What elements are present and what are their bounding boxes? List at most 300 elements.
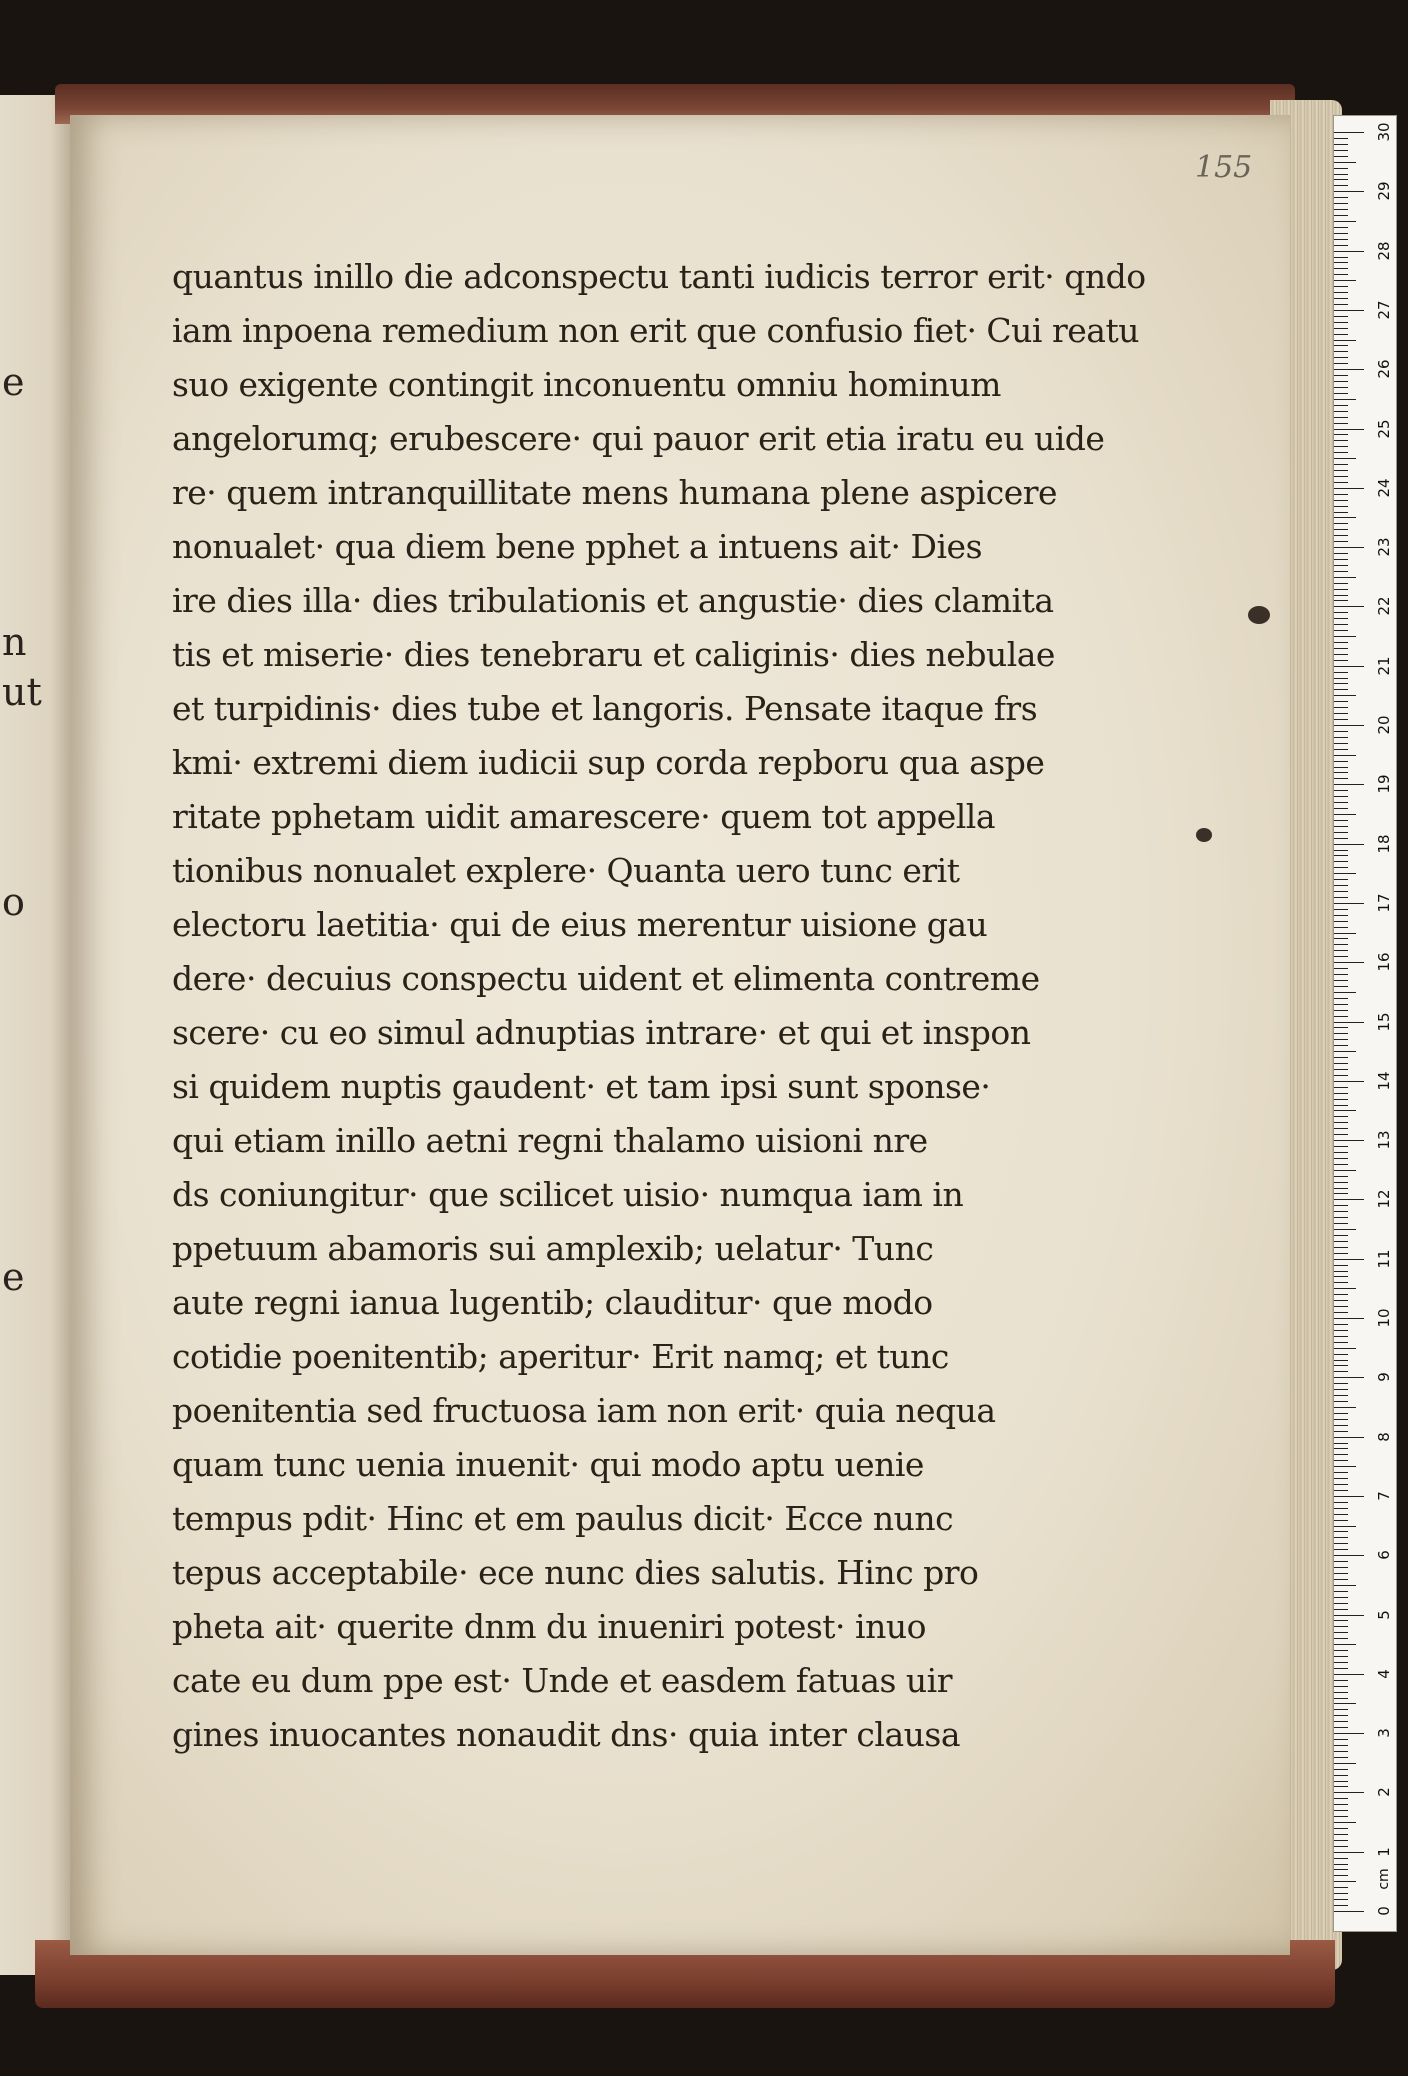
ruler-tick [1334,565,1348,566]
ruler-tick [1334,1330,1348,1331]
ruler-tick [1334,1692,1348,1693]
ruler-tick [1334,1122,1348,1123]
ruler-number: 14 [1375,1071,1393,1091]
ruler-tick [1334,1377,1364,1378]
text-line: angelorumq; erubescere· qui pauor erit etia iratu eu uide [172,419,1105,458]
ruler-tick [1334,292,1348,293]
text-line: tis et miserie· dies tenebraru et caliginis· dies nebulae [172,635,1055,674]
text-line: re· quem intranquillitate mens humana plene aspicere [172,473,1058,512]
ruler-tick [1334,1045,1348,1046]
ruler-tick [1334,1069,1348,1070]
ruler-tick [1334,1727,1348,1728]
ruler-tick [1334,1010,1348,1011]
ruler-tick [1334,150,1348,151]
ruler-tick [1334,351,1348,352]
ruler-tick [1334,553,1348,554]
ruler-tick [1334,1828,1348,1829]
ruler-tick [1334,571,1348,572]
ruler-tick [1334,1869,1348,1870]
ruler-tick [1334,1081,1364,1082]
ruler-number: 25 [1375,418,1393,439]
text-line: aute regni ianua lugentib; clauditur· que modo [172,1283,933,1322]
ruler-tick [1334,577,1356,578]
ruler-tick [1334,998,1348,999]
left-page-fragment: e [2,1255,25,1299]
ruler-tick [1334,1745,1348,1746]
ruler-number: 18 [1375,834,1393,854]
ruler-tick [1334,1561,1348,1562]
ruler-tick [1334,1176,1348,1177]
ruler-tick [1334,1146,1348,1147]
ruler-tick [1334,713,1348,714]
ruler-tick [1334,429,1364,430]
ruler-tick [1334,897,1348,898]
ruler-tick [1334,1715,1348,1716]
ruler-tick [1334,606,1364,607]
ruler-tick [1334,1852,1364,1853]
ruler-tick [1334,529,1348,530]
text-line: kmi· extremi diem iudicii sup corda repboru qua aspe [172,743,1045,782]
ruler-tick [1334,387,1348,388]
ruler-tick [1334,873,1356,874]
ruler-number: 22 [1375,596,1393,616]
left-page-fragment: ut [2,670,42,714]
ruler-tick [1334,452,1348,453]
ruler-tick [1334,316,1348,317]
ruler-tick [1334,1508,1348,1509]
ruler-tick [1334,156,1348,157]
ruler-tick [1334,500,1348,501]
ruler-tick [1334,950,1348,951]
ruler-number: 16 [1375,952,1393,972]
text-line: cate eu dum ppe est· Unde et easdem fatuas uir [172,1661,952,1700]
ruler-tick [1334,1496,1364,1497]
ruler-number: 27 [1375,300,1393,320]
ruler-tick [1334,1425,1348,1426]
ruler-tick [1334,761,1348,762]
ruler-tick [1334,1419,1348,1420]
ruler-tick [1334,832,1348,833]
left-page-fragment: o [2,880,25,924]
ruler-tick [1334,1063,1348,1064]
text-line: tepus acceptabile· ece nunc dies salutis. Hinc pro [172,1553,979,1592]
ruler-tick [1334,962,1364,963]
ruler-tick [1334,1804,1348,1805]
ruler-tick [1334,1039,1348,1040]
ruler-tick [1334,144,1348,145]
ruler-tick [1334,1840,1348,1841]
ruler-tick [1334,826,1348,827]
ruler-tick [1334,1514,1348,1515]
ruler-unit-label: cm [1376,1868,1392,1890]
ruler-tick [1334,1454,1348,1455]
ruler-tick [1334,820,1348,821]
ruler-tick [1334,227,1348,228]
ruler-tick [1334,944,1348,945]
ruler-tick [1334,1632,1348,1633]
ruler-number: 6 [1375,1550,1393,1560]
ruler-tick [1334,1276,1348,1277]
ruler-tick [1334,1413,1348,1414]
text-line: quantus inillo die adconspectu tanti iudicis terror erit· qndo [172,257,1146,296]
ruler-tick [1334,209,1348,210]
ruler-number: 8 [1375,1431,1393,1442]
ruler-tick [1334,1644,1356,1645]
ruler-tick [1334,1110,1356,1111]
ruler-tick [1334,547,1364,548]
ruler-tick [1334,506,1348,507]
ruler-tick [1334,938,1348,939]
ruler-tick [1334,357,1348,358]
ruler-tick [1334,239,1348,240]
ruler-tick [1334,482,1348,483]
ruler-tick [1334,927,1348,928]
ruler-tick [1334,1555,1364,1556]
measurement-ruler [1333,115,1397,1932]
text-line: iam inpoena remedium non erit que confusio fiet· Cui reatu [172,311,1139,350]
ruler-tick [1334,363,1348,364]
ruler-number: 3 [1375,1728,1393,1738]
ruler-tick [1334,1205,1348,1206]
ruler-tick [1334,381,1348,382]
ruler-tick [1334,434,1348,435]
ruler-tick [1334,719,1348,720]
ruler-tick [1334,1733,1364,1734]
ruler-tick [1334,595,1348,596]
ruler-tick [1334,215,1348,216]
ruler-tick [1334,1312,1348,1313]
ruler-tick [1334,1543,1348,1544]
ruler-tick [1334,1775,1348,1776]
ruler-tick [1334,1140,1364,1141]
ruler-tick [1334,986,1348,987]
ruler-tick [1334,1686,1348,1687]
ruler-tick [1334,1247,1348,1248]
ruler-tick [1334,274,1348,275]
text-line: pheta ait· querite dnm du inueniri potest· inuo [172,1607,926,1646]
ruler-tick [1334,197,1348,198]
text-line: suo exigente contingit inconuentu omniu hominum [172,365,1001,404]
text-line: ds coniungitur· que scilicet uisio· numqua iam in [172,1175,964,1214]
ruler-tick [1334,1585,1356,1586]
text-line: nonualet· qua diem bene pphet a intuens ait· Dies [172,527,983,566]
left-page-fragment: e [2,360,25,404]
ruler-tick [1334,1158,1348,1159]
ruler-tick [1334,1472,1348,1473]
ruler-tick [1334,1834,1348,1835]
ruler-tick [1334,737,1348,738]
ruler-tick [1334,885,1348,886]
ruler-tick [1334,168,1348,169]
ruler-tick [1334,1288,1356,1289]
ruler-tick [1334,1615,1364,1616]
ruler-tick [1334,879,1348,880]
ruler-tick [1334,814,1356,815]
ruler-tick [1334,1549,1348,1550]
ruler-number: 24 [1375,478,1393,498]
ruler-tick [1334,1300,1348,1301]
ruler-tick [1334,808,1348,809]
left-page-fragment: n [2,620,27,664]
ruler-tick [1334,1336,1348,1337]
ruler-tick [1334,1407,1356,1408]
parchment-hole [1248,606,1270,624]
ruler-tick [1334,1810,1348,1811]
ruler-tick [1334,1626,1348,1627]
ruler-tick [1334,1703,1356,1704]
ruler-tick [1334,1134,1348,1135]
ruler-tick [1334,1668,1348,1669]
text-line: tionibus nonualet explere· Quanta uero tunc erit [172,851,960,890]
ruler-tick [1334,1662,1348,1663]
ruler-number: 13 [1375,1130,1393,1150]
ruler-tick [1334,1781,1348,1782]
ruler-tick [1334,1816,1348,1817]
ruler-tick [1334,867,1348,868]
ruler-number: 23 [1375,537,1393,557]
ruler-tick [1334,411,1348,412]
ruler-tick [1334,405,1348,406]
ruler-tick [1334,470,1348,471]
ruler-tick [1334,174,1348,175]
ruler-tick [1334,666,1364,667]
ruler-tick [1334,683,1348,684]
ruler-tick [1334,1188,1348,1189]
text-line: gines inuocantes nonaudit dns· quia inter clausa [172,1715,960,1754]
ruler-tick [1334,1211,1348,1212]
ruler-number: 28 [1375,241,1393,261]
text-line: ppetuum abamoris sui amplexib; uelatur· Tunc [172,1229,934,1268]
ruler-tick [1334,1443,1348,1444]
ruler-tick [1334,1526,1356,1527]
ruler-tick [1334,1490,1348,1491]
ruler-tick [1334,304,1348,305]
ruler-tick [1334,1348,1356,1349]
ruler-number: 5 [1375,1609,1393,1620]
ruler-number: 15 [1375,1011,1393,1032]
ruler-tick [1334,1259,1364,1260]
ruler-tick [1334,903,1364,904]
ruler-tick [1334,636,1356,637]
ruler-tick [1334,1502,1348,1503]
ruler-tick [1334,772,1348,773]
ruler-tick [1334,933,1356,934]
ruler-tick [1334,796,1348,797]
ruler-tick [1334,767,1348,768]
ruler-tick [1334,630,1348,631]
ruler-tick [1334,340,1356,341]
ruler-tick [1334,1864,1348,1865]
ruler-tick [1334,755,1356,756]
ruler-tick [1334,1016,1348,1017]
ruler-tick [1334,1786,1348,1787]
ruler-tick [1334,245,1348,246]
ruler-tick [1334,1401,1348,1402]
ruler-tick [1334,1680,1348,1681]
ruler-tick [1334,1899,1348,1900]
ruler-tick [1334,1229,1356,1230]
ruler-number: 11 [1375,1249,1393,1269]
ruler-tick [1334,1798,1348,1799]
ruler-number: 0 [1375,1906,1393,1916]
ruler-tick [1334,1531,1348,1532]
folio-number: 155 [1195,150,1253,185]
text-line: dere· decuius conspectu uident et elimenta contreme [172,959,1040,998]
ruler-tick [1334,1105,1348,1106]
ruler-number: 7 [1375,1491,1393,1501]
ruler-tick [1334,1893,1348,1894]
ruler-tick [1334,1075,1348,1076]
ruler-tick [1334,1193,1348,1194]
ruler-number: 29 [1375,181,1393,201]
ruler-tick [1334,1484,1348,1485]
ruler-tick [1334,1354,1348,1355]
ruler-tick [1334,1342,1348,1343]
ruler-tick [1334,535,1348,536]
ruler-tick [1334,203,1348,204]
ruler-tick [1334,1721,1348,1722]
text-line: tempus pdit· Hinc et em paulus dicit· Ecce nunc [172,1499,954,1538]
ruler-tick [1334,345,1348,346]
ruler-tick [1334,1638,1348,1639]
ruler-number: 20 [1375,715,1393,735]
ruler-tick [1334,1567,1348,1568]
ruler-tick [1334,1656,1348,1657]
ruler-tick [1334,286,1348,287]
manuscript-text-block [172,250,1146,1762]
ruler-tick [1334,992,1356,993]
ruler-tick [1334,660,1348,661]
ruler-tick [1334,790,1348,791]
ruler-tick [1334,440,1348,441]
ruler-tick [1334,458,1356,459]
ruler-tick [1334,1698,1348,1699]
ruler-tick [1334,268,1348,269]
ruler-tick [1334,512,1348,513]
ruler-tick [1334,1057,1348,1058]
ruler-tick [1334,1383,1348,1384]
ruler-tick [1334,1128,1348,1129]
text-line: ritate pphetam uidit amarescere· quem tot appella [172,797,996,836]
ruler-tick [1334,322,1348,323]
ruler-tick [1334,1099,1348,1100]
ruler-tick [1334,1004,1348,1005]
ruler-tick [1334,1448,1348,1449]
ruler-tick [1334,618,1348,619]
ruler-tick [1334,251,1364,252]
ruler-tick [1334,968,1348,969]
ruler-tick [1334,648,1348,649]
ruler-tick [1334,725,1364,726]
text-line: et turpidinis· dies tube et langoris. Pensate itaque frs [172,689,1038,728]
ruler-tick [1334,654,1348,655]
ruler-tick [1334,1858,1348,1859]
ruler-tick [1334,583,1348,584]
ruler-tick [1334,1887,1348,1888]
ruler-tick [1334,257,1348,258]
ruler-tick [1334,1087,1348,1088]
ruler-tick [1334,850,1348,851]
ruler-tick [1334,1769,1348,1770]
ruler-tick [1334,328,1348,329]
ruler-number: 30 [1375,122,1393,142]
ruler-tick [1334,861,1348,862]
ruler-tick [1334,1253,1348,1254]
ruler-tick [1334,1164,1348,1165]
ruler-tick [1334,844,1364,845]
ruler-tick [1334,1650,1348,1651]
ruler-tick [1334,1609,1348,1610]
ruler-number: 21 [1375,656,1393,676]
ruler-tick [1334,589,1348,590]
ruler-tick [1334,838,1348,839]
ruler-tick [1334,464,1348,465]
ruler-tick [1334,695,1356,696]
ruler-tick [1334,707,1348,708]
ruler-tick [1334,1318,1364,1319]
ruler-tick [1334,778,1348,779]
ruler-tick [1334,743,1348,744]
ruler-tick [1334,921,1348,922]
ruler-tick [1334,642,1348,643]
ruler-tick [1334,1792,1364,1793]
ruler-tick [1334,1217,1348,1218]
ruler-tick [1334,1460,1348,1461]
ruler-tick [1334,393,1348,394]
ruler-tick [1334,1431,1348,1432]
text-line: ire dies illa· dies tribulationis et angustie· dies clamita [172,581,1054,620]
ruler-tick [1334,1537,1348,1538]
ruler-tick [1334,612,1348,613]
ruler-tick [1334,369,1364,370]
ruler-tick [1334,310,1364,311]
ruler-tick [1334,233,1348,234]
text-line: scere· cu eo simul adnuptias intrare· et qui et inspon [172,1013,1031,1052]
ruler-tick [1334,1757,1348,1758]
ruler-tick [1334,446,1348,447]
ruler-tick [1334,132,1364,133]
ruler-tick [1334,1271,1348,1272]
ruler-tick [1334,1709,1348,1710]
ruler-tick [1334,1763,1356,1764]
ruler-tick [1334,1905,1348,1906]
ruler-tick [1334,1911,1364,1912]
ruler-tick [1334,517,1356,518]
ruler-tick [1334,1033,1348,1034]
ruler-tick [1334,1597,1348,1598]
ruler-tick [1334,1265,1348,1266]
ruler-tick [1334,1466,1356,1467]
ruler-tick [1334,1591,1348,1592]
ruler-tick [1334,1751,1348,1752]
ruler-tick [1334,915,1348,916]
ruler-number: 10 [1375,1308,1393,1328]
ruler-number: 2 [1375,1787,1393,1798]
text-line: cotidie poenitentib; aperitur· Erit namq; et tunc [172,1337,949,1376]
ruler-tick [1334,956,1348,957]
ruler-tick [1334,417,1348,418]
ruler-tick [1334,523,1348,524]
ruler-tick [1334,1822,1356,1823]
ruler-tick [1334,1170,1356,1171]
ruler-tick [1334,1324,1348,1325]
ruler-tick [1334,909,1348,910]
ruler-tick [1334,855,1348,856]
ruler-tick [1334,423,1348,424]
ruler-tick [1334,802,1348,803]
ruler-tick [1334,1360,1348,1361]
ruler-tick [1334,624,1348,625]
